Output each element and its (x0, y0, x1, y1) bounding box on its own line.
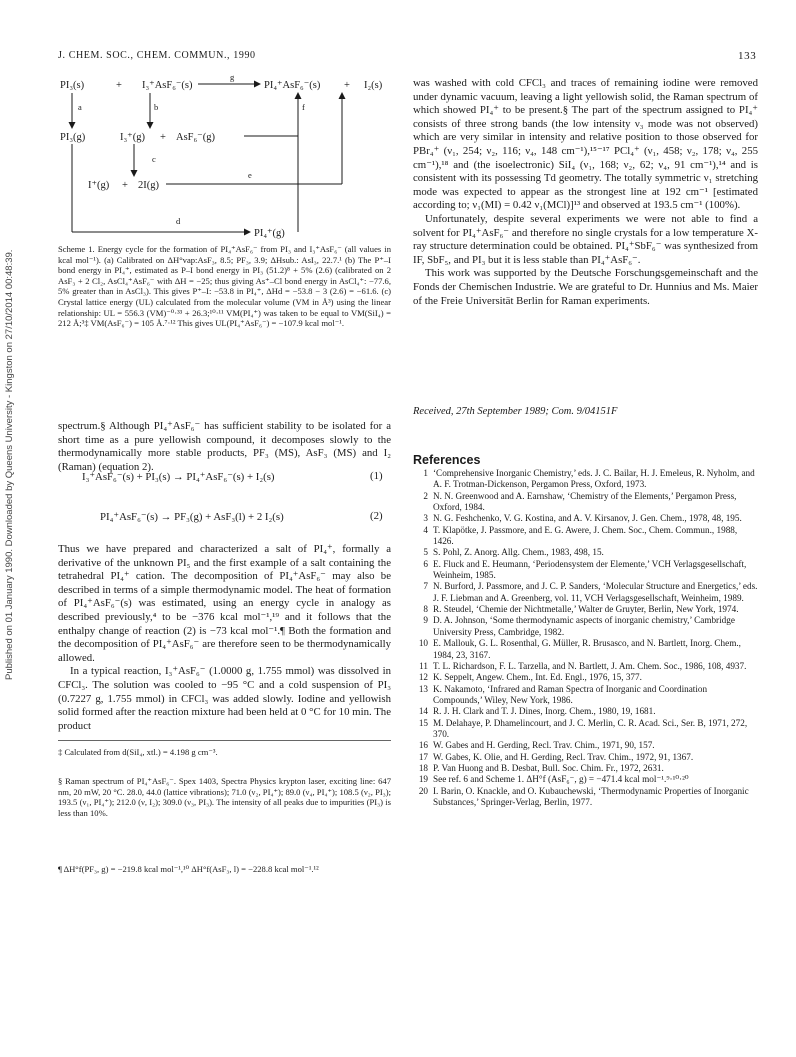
reference-item (413, 740, 758, 751)
reference-item (413, 513, 758, 524)
scheme-plus: + (116, 80, 122, 91)
reference-text: N. N. Greenwood and A. Earnshaw, ‘Chemistry of the Elements,’ Pergamon Press, Oxford, 1984. (433, 490, 737, 513)
reference-number: 12 (418, 672, 428, 683)
reference-number: 9 (423, 615, 428, 626)
download-watermark: Published on 01 January 1990. Downloaded by Queens University - Kingston on 27/10/2014 00:48:39. (4, 249, 15, 680)
reference-item (413, 525, 758, 548)
scheme-asf6-g: AsF₆⁻(g) (176, 132, 215, 143)
left-column-body (58, 543, 391, 733)
reference-text: E. Fluck and E. Heumann, ‘Periodensystem der Elemente,’ VCH Verlagsgesellschaft, Weinheim, 1985. (433, 558, 747, 581)
scheme-pi3-g: PI₃(g) (60, 132, 86, 143)
scheme-plus: + (344, 80, 350, 91)
reference-text: D. A. Johnson, ‘Some thermodynamic aspects of inorganic chemistry,’ Cambridge University Press, Cambridge, 1982. (433, 615, 735, 637)
scheme-i3-g: I₃⁺(g) (120, 132, 145, 143)
scheme-label-e: e (248, 170, 252, 180)
reference-number: 15 (418, 717, 428, 728)
right-column-body (413, 77, 758, 308)
reference-item (413, 786, 758, 809)
reference-text: W. Gabes and H. Gerding, Recl. Trav. Chim., 1971, 90, 157. (433, 740, 655, 751)
reference-number: 5 (423, 547, 428, 558)
reference-text: K. Nakamoto, ‘Infrared and Raman Spectra of Inorganic and Coordination Compounds,’ Wiley, New York, 1986. (433, 683, 708, 705)
scheme-label-a: a (78, 102, 82, 112)
reference-text: P. Van Huong and B. Desbat, Bull. Soc. Chim. Fr., 1972, 2631. (433, 762, 664, 773)
reference-text: N. G. Feshchenko, V. G. Kostina, and A. V. Kirsanov, J. Gen. Chem., 1978, 48, 195. (433, 513, 742, 524)
paragraph: This work was supported by the Deutsche Forschungsgemeinschaft and the Fonds der Chemischen Industrie. We are grateful to Dr. Hunnius and Ms. Maier of the Freie Universität Berlin for Raman experiments. (413, 267, 758, 307)
equation-1: I₃⁺AsF₆⁻(s) + PI₃(s) → PI₄⁺AsF₆⁻(s) + I₂(s) (82, 471, 275, 483)
scheme-plus: + (122, 180, 128, 191)
equation-2-number: (2) (370, 510, 383, 522)
reference-text: K. Seppelt, Angew. Chem., Int. Ed. Engl., 1976, 15, 377. (433, 672, 642, 683)
scheme-label-f: f (302, 102, 305, 112)
reference-text: T. Klapötke, J. Passmore, and E. G. Awere, J. Chem. Soc., Chem. Commun., 1988, 1426. (433, 524, 738, 547)
reference-number: 14 (418, 706, 428, 717)
reference-text: N. Burford, J. Passmore, and J. C. P. Sanders, ‘Molecular Structure and Energetics,’ eds. J. F. Liebman and A. Greenberg, vol. 11, VCH Verlagsgesellschaft, Weinheim, 1989. (433, 581, 758, 603)
scheme-2i-g: 2I(g) (138, 180, 159, 191)
footnote-1: ‡ Calculated from d(SiI₄, xtl.) = 4.198 g cm⁻³. (58, 747, 218, 757)
scheme-i2-s: I₂(s) (364, 80, 383, 91)
page-number: 133 (738, 50, 757, 62)
references-heading: References (413, 453, 481, 467)
reference-text: I. Barin, O. Knackle, and O. Kubauchewski, ‘Thermodynamic Properties of Inorganic Substances,’ Springer-Verlag, Berlin, 1977. (433, 785, 749, 807)
reference-text: W. Gabes, K. Olie, and H. Gerding, Recl. Trav. Chim., 1972, 91, 1367. (433, 751, 694, 762)
reference-item (413, 706, 758, 717)
reference-text: See ref. 6 and Scheme 1. ΔH°f (AsF₆⁻, g) = −471.4 kcal mol⁻¹.⁹·¹⁰·²⁰ (433, 774, 689, 785)
references-list (413, 468, 758, 808)
reference-number: 11 (419, 660, 428, 671)
reference-item (413, 468, 758, 491)
reference-number: 19 (418, 774, 428, 785)
reference-item (413, 774, 758, 785)
scheme-pi3-s: PI₃(s) (60, 80, 85, 91)
footnote-divider (58, 740, 391, 741)
left-column-top (58, 420, 391, 474)
reference-text: S. Pohl, Z. Anorg. Allg. Chem., 1983, 498, 15. (433, 547, 604, 558)
scheme-label-c: c (152, 154, 156, 164)
reference-number: 20 (418, 785, 428, 796)
reference-item (413, 763, 758, 774)
paragraph: spectrum.§ Although PI₄⁺AsF₆⁻ has sufficient stability to be isolated for a short time as a pure yellowish compound, it decomposes slowly to the thermodynamically more stable products, PF₃ (MS), AsF₃ (MS) and I₂ (Raman) (equation 2). (58, 420, 391, 473)
equation-1-number: (1) (370, 470, 383, 482)
reference-number: 6 (423, 558, 428, 569)
reference-number: 7 (423, 581, 428, 592)
reference-item (413, 684, 758, 707)
reference-text: T. L. Richardson, F. L. Tarzella, and N. Bartlett, J. Am. Chem. Soc., 1986, 108, 4937. (433, 660, 747, 671)
footnote-2: § Raman spectrum of PI₄⁺AsF₆⁻. Spex 1403, Spectra Physics krypton laser, exciting line: 647 nm, 20 mW, 20 °C. 28.0, 44.0 (lattice vibrations); 71.0 (ν₂, PI₄⁺); 89.0 (ν₄, PI₄⁺); 108.5 (ν₂, PI₃); 193.5 (ν₁, PI₄⁺); 212.0 (ν, I₂); 309.0 (ν₃, PI₃). The intensity of all peaks due to impurities (PI₃) is less than 10%. (58, 776, 391, 818)
reference-number: 3 (423, 513, 428, 524)
paragraph: was washed with cold CFCl₃ and traces of remaining iodine were removed under dynamic vacuum, leaving a light yellowish solid, the Raman spectrum of which showed PI₄⁺ to be present.§ The part of the spectrum assigned to PI₄⁺ consists of three strong bands (the low intensity ν₃ mode was not observed) which are very similar in intensity and relative position to those observed for PBr₄⁺ (ν₁, 254; ν₂, 116; ν₄, 148 cm⁻¹),¹⁵⁻¹⁷ PCl₄⁺ (ν₁, 458; ν₂, 178; ν₄, 255 cm⁻¹),¹⁸ and (the isoelectronic) SiI₄ (ν₁, 168; ν₂, 62; ν₄, 91 cm⁻¹),¹⁴ and is consistent with its possessing Td geometry. The totally symmetric ν₁ stretching mode was expected to appear as the strongest line at 192 cm⁻¹ [estimated according to; ν₁(MI) = 0.42 ν₁(MCl)]¹³ and observed at 193.5 cm⁻¹ (100%). (413, 77, 758, 212)
reference-text: R. J. H. Clark and T. J. Dines, Inorg. Chem., 1980, 19, 1681. (433, 706, 656, 717)
paragraph: Unfortunately, despite several experiments we were not able to find a solvent for PI₄⁺AsF₆⁻ and therefore no single crystals for a low temperature X-ray structure determination could be obtained. PI₄⁺SbF₆⁻ was synthesized from IF, SbF₅, and PI₃ but it is less stable than PI₄⁺AsF₆⁻. (413, 212, 758, 266)
paragraph: Thus we have prepared and characterized a salt of PI₄⁺, formally a derivative of the unknown PI₅ and the first example of a salt containing the tetrahedral PI₄⁺ cation. The decomposition of PI₄⁺AsF₆⁻ may also be described in terms of a simple thermodynamic model. The heat of formation of PI₄⁺AsF₆⁻(s) was estimated, using an energy cycle in analogy as described previously,⁴ to be −376 kcal mol⁻¹,¹⁹ and it follows that the enthalpy change of reaction (2) is −73 kcal mol⁻¹.¶ Both the formation and the decomposition of PI₄⁺AsF₆⁻ are therefore seen to be thermodynamically allowed. (58, 543, 391, 664)
reference-text: R. Steudel, ‘Chemie der Nichtmetalle,’ Walter de Gruyter, Berlin, New York, 1974. (433, 604, 739, 615)
paragraph: In a typical reaction, I₃⁺AsF₆⁻ (1.0000 g, 1.755 mmol) was dissolved in CFCl₃. The solution was cooled to −95 °C and a cold suspension of PI₃ (0.7227 g, 1.755 mmol) in CFCl₃ was added slowly. Iodine and yellowish solid formed after the reaction mixture had been held at 0 °C for 10 min. The product (58, 665, 391, 732)
reference-item (413, 491, 758, 514)
reference-number: 18 (418, 762, 428, 773)
received-line: Received, 27th September 1989; Com. 9/04151F (413, 406, 618, 417)
reference-number: 4 (423, 524, 428, 535)
reference-number: 10 (418, 638, 428, 649)
reference-number: 16 (418, 740, 428, 751)
reference-item (413, 752, 758, 763)
footnote-3: ¶ ΔH°f(PF₃, g) = −219.8 kcal mol⁻¹,¹⁰ ΔH°f(AsF₃, l) = −228.8 kcal mol⁻¹.¹² (58, 864, 319, 874)
reference-item (413, 604, 758, 615)
reference-item (413, 547, 758, 558)
reference-number: 13 (418, 683, 428, 694)
reference-number: 2 (423, 490, 428, 501)
scheme-caption: Scheme 1. Energy cycle for the formation of PI₄⁺AsF₆⁻ from PI₃ and I₃⁺AsF₆⁻ (all values in kcal mol⁻¹). (a) Calibrated on ΔH°vap:AsF₃, 8.5; PF₃, 3.9; ΔHsub.: AsI₃, 22.7.¹ (b) The P⁺–I bond energy in PI₄⁺, estimated as P–I bond energy in PI₃ (51.2)⁸ + 5% (2.6) (calibrated on 2 AsF₃ + 2 Cl₂, AsCl₄⁺AsF₆⁻ with ΔH = −25; thus giving As⁺–Cl bond energy in AsCl₄⁺: −77.6, 5% greater than in AsCl₃). This gives P⁺–I: −53.8 in PI₄⁺, ΔHd = −53.8 − 3 (2.6) = −61.6. (c) Crystal lattice energy (UL) calculated from the molecular volume (VM in Å³) using the linear relationship: UL = 556.3 (VM)⁻⁰·³³ + 26.3;¹⁰·¹¹ VM(PI₄⁺) was taken to be equal to VM(SiI₄) = 212 Å;³‡ VM(AsF₆⁻) = 105 Å.⁷·¹² This gives UL(PI₄⁺AsF₆⁻) = −107.9 kcal mol⁻¹. (58, 244, 391, 329)
reference-text: ‘Comprehensive Inorganic Chemistry,’ eds. J. C. Bailar, H. J. Emeleus, R. Nyholm, and A. F. Trotman-Dickenson, Pergamon Press, Oxford, 1973. (433, 468, 755, 490)
scheme-label-b: b (154, 102, 159, 112)
reference-text: E. Mallouk, G. L. Rosenthal, G. Müller, R. Brusasco, and N. Bartlett, Inorg. Chem., 1984, 23, 3167. (433, 638, 741, 660)
scheme-i-plus-g: I⁺(g) (88, 180, 110, 191)
reference-item (413, 638, 758, 661)
reference-item (413, 661, 758, 672)
scheme-pi4-g: PI₄⁺(g) (254, 228, 285, 239)
energy-cycle-scheme (58, 74, 398, 242)
scheme-plus: + (160, 132, 166, 143)
reference-item (413, 672, 758, 683)
reference-number: 17 (418, 751, 428, 762)
reference-item (413, 559, 758, 582)
scheme-i3asf6-s: I₃⁺AsF₆⁻(s) (142, 80, 193, 91)
reference-item (413, 718, 758, 741)
scheme-label-d: d (176, 216, 181, 226)
equation-2: PI₄⁺AsF₆⁻(s) → PF₃(g) + AsF₃(l) + 2 I₂(s) (100, 511, 284, 523)
scheme-pi4asf6-s: PI₄⁺AsF₆⁻(s) (264, 80, 321, 91)
scheme-label-g: g (230, 74, 235, 82)
reference-number: 8 (423, 604, 428, 615)
reference-item (413, 615, 758, 638)
reference-number: 1 (423, 468, 428, 478)
reference-item (413, 581, 758, 604)
reference-text: M. Delahaye, P. Dhamelincourt, and J. C. Merlin, C. R. Acad. Sci., Ser. B, 1971, 272, 370. (433, 717, 748, 739)
running-header: J. CHEM. SOC., CHEM. COMMUN., 1990 (58, 50, 256, 61)
